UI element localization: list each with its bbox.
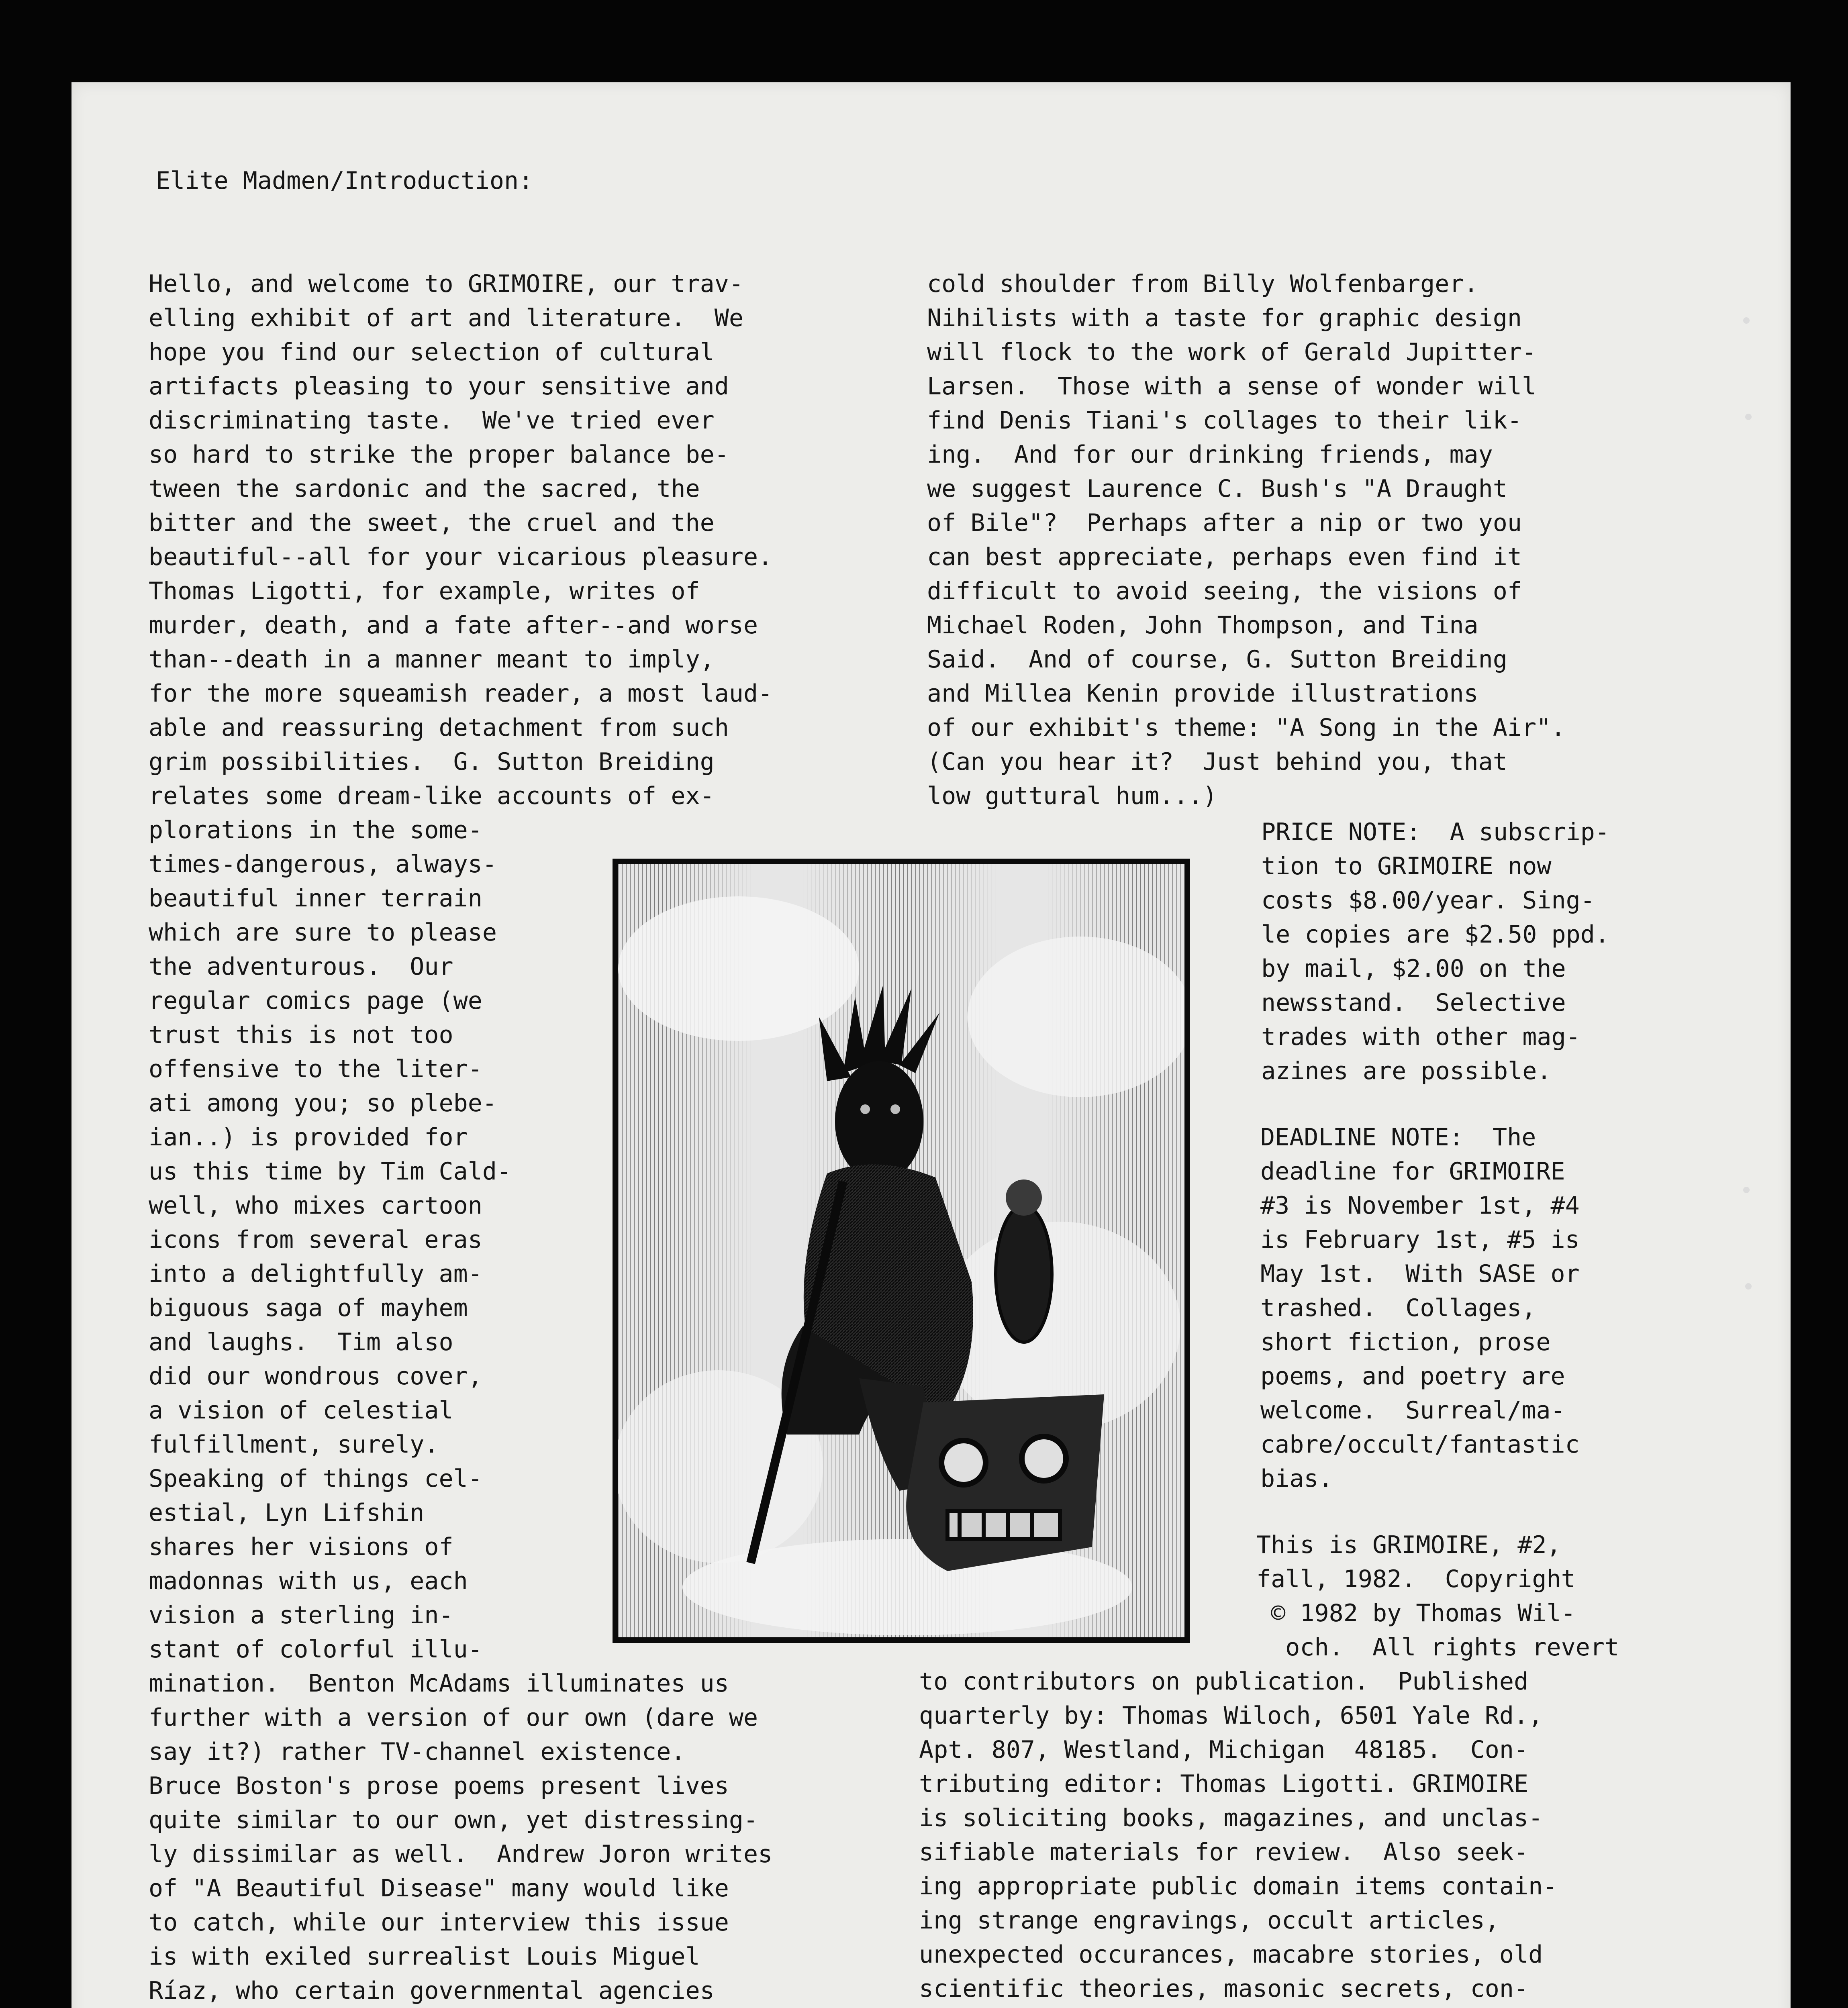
text-line: able and reassuring detachment from such [149,714,729,742]
text-line: Bruce Boston's prose poems present lives [149,1772,729,1800]
text-line: This is GRIMOIRE, #2, [1256,1531,1561,1559]
text-line: © 1982 by Thomas Wil- [1256,1599,1576,1627]
text-line: Thomas Ligotti, for example, writes of [149,577,700,605]
text-line: unexpected occurances, macabre stories, old [919,1941,1543,1969]
text-line: deadline for GRIMOIRE [1260,1157,1565,1186]
text-line: tributing editor: Thomas Ligotti. GRIMOIRE [919,1770,1529,1798]
text-line: grim possibilities. G. Sutton Breiding [149,748,715,776]
text-line: murder, death, and a fate after--and worse [149,611,758,639]
text-line: a vision of celestial [149,1396,453,1424]
text-line: well, who mixes cartoon [149,1192,482,1220]
text-line: of our exhibit's theme: "A Song in the Air". [927,714,1566,742]
text-line: bitter and the sweet, the cruel and the [149,509,715,537]
margin-speck [1743,1187,1750,1193]
text-line: and laughs. Tim also [149,1328,453,1356]
text-line: sifiable materials for review. Also seek- [919,1838,1529,1866]
text-line: of "A Beautiful Disease" many would like [149,1874,729,1902]
text-line: difficult to avoid seeing, the visions of [927,577,1522,605]
text-line: trades with other mag- [1261,1023,1580,1051]
text-line: PRICE NOTE: A subscrip- [1261,818,1609,846]
text-line: quarterly by: Thomas Wiloch, 6501 Yale Rd., [919,1702,1543,1730]
text-line: by mail, $2.00 on the [1261,955,1566,983]
text-line: artifacts pleasing to your sensitive and [149,372,729,400]
text-line: ian..) is provided for [149,1123,468,1151]
text-line: Apt. 807, Westland, Michigan 48185. Con- [919,1736,1529,1764]
text-line: will flock to the work of Gerald Jupitter- [927,338,1537,366]
text-line: discriminating taste. We've tried ever [149,406,715,435]
text-line: ing appropriate public domain items contain- [919,1872,1558,1900]
text-line: tion to GRIMOIRE now [1261,852,1552,880]
engraving-figure-image [618,864,1184,1637]
text-line: trashed. Collages, [1260,1294,1536,1322]
text-line: for the more squeamish reader, a most laud- [149,680,773,708]
text-line: the adventurous. Our [149,953,453,981]
text-line: poems, and poetry are [1260,1362,1565,1390]
text-line: of Bile"? Perhaps after a nip or two you [927,509,1522,537]
text-line: madonnas with us, each [149,1567,468,1595]
text-line: cold shoulder from Billy Wolfenbarger. [927,270,1478,298]
text-line: say it?) rather TV-channel existence. [149,1738,686,1766]
text-line: Nihilists with a taste for graphic design [927,304,1522,332]
text-line: och. All rights revert [1256,1633,1619,1661]
text-line: hope you find our selection of cultural [149,338,715,366]
margin-speck [1745,414,1752,420]
text-line: trust this is not too [149,1021,453,1049]
text-line: ati among you; so plebe- [149,1089,497,1117]
text-line: DEADLINE NOTE: The [1260,1123,1536,1151]
deadline-note [1260,1120,1580,1496]
text-line: Said. And of course, G. Sutton Breiding [927,645,1507,673]
text-line: #3 is November 1st, #4 [1260,1192,1580,1220]
price-note [1261,815,1609,1088]
text-line: which are sure to please [149,918,497,947]
text-line: fall, 1982. Copyright [1256,1565,1576,1593]
text-line: ing. And for our drinking friends, may [927,441,1493,469]
text-line: times-dangerous, always- [149,850,497,878]
intro-right-column [927,267,1565,813]
text-line: mination. Benton McAdams illuminates us [149,1669,729,1698]
text-line: stant of colorful illu- [149,1635,482,1663]
text-line: beautiful--all for your vicarious pleasure. [149,543,773,571]
engraving-illustration [613,859,1190,1643]
text-line: plorations in the some- [149,816,482,844]
text-line: azines are possible. [1261,1057,1552,1085]
text-line: (Can you hear it? Just behind you, that [927,748,1507,776]
text-line: offensive to the liter- [149,1055,482,1083]
text-line: into a delightfully am- [149,1260,482,1288]
text-line: regular comics page (we [149,987,482,1015]
colophon-top [1256,1528,1619,1665]
text-line: us this time by Tim Cald- [149,1157,512,1186]
text-line: Speaking of things cel- [149,1465,482,1493]
text-line: Michael Roden, John Thompson, and Tina [927,611,1478,639]
text-line: than--death in a manner meant to imply, [149,645,715,673]
text-line: further with a version of our own (dare we [149,1704,758,1732]
text-line: elling exhibit of art and literature. We [149,304,744,332]
text-line: fulfillment, surely. [149,1430,439,1459]
text-line: to catch, while our interview this issue [149,1908,729,1937]
text-line: quite similar to our own, yet distressing- [149,1806,758,1834]
text-line: shares her visions of [149,1533,453,1561]
text-line: le copies are $2.50 ppd. [1261,920,1609,949]
text-line: icons from several eras [149,1226,482,1254]
text-line: tween the sardonic and the sacred, the [149,475,700,503]
text-line: low guttural hum...) [927,782,1217,810]
text-line: find Denis Tiani's collages to their lik- [927,406,1522,435]
text-line: relates some dream-like accounts of ex- [149,782,715,810]
text-line: so hard to strike the proper balance be- [149,441,729,469]
text-line: is soliciting books, magazines, and unclas- [919,1804,1543,1832]
text-line: and Millea Kenin provide illustrations [927,680,1478,708]
page-heading: Elite Madmen/Introduction: [156,167,533,195]
text-line: we suggest Laurence C. Bush's "A Draught [927,475,1507,503]
text-line: beautiful inner terrain [149,884,482,912]
text-line: welcome. Surreal/ma- [1260,1396,1565,1424]
text-line: ing strange engravings, occult articles, [919,1906,1499,1935]
text-line: bias. [1260,1465,1333,1493]
text-line: May 1st. With SASE or [1260,1260,1580,1288]
text-line: scientific theories, masonic secrets, con- [919,1975,1529,2003]
text-line: estial, Lyn Lifshin [149,1499,425,1527]
colophon-bottom [919,1665,1557,2008]
text-line: is February 1st, #5 is [1260,1226,1580,1254]
text-line: newsstand. Selective [1261,989,1566,1017]
text-line: did our wondrous cover, [149,1362,482,1390]
margin-speck [1745,1283,1752,1290]
margin-speck [1743,317,1750,324]
text-line: Ríaz, who certain governmental agencies [149,1977,715,2005]
text-line: is with exiled surrealist Louis Miguel [149,1943,700,1971]
text-line: Larsen. Those with a sense of wonder will [927,372,1537,400]
text-line: can best appreciate, perhaps even find it [927,543,1522,571]
text-line: costs $8.00/year. Sing- [1261,886,1595,914]
text-line: ly dissimilar as well. Andrew Joron writes [149,1840,773,1868]
text-line: to contributors on publication. Published [919,1667,1529,1696]
text-line: vision a sterling in- [149,1601,453,1629]
text-line: biguous saga of mayhem [149,1294,468,1322]
text-line: short fiction, prose [1260,1328,1551,1356]
text-line: Hello, and welcome to GRIMOIRE, our trav- [149,270,744,298]
text-line: cabre/occult/fantastic [1260,1430,1580,1459]
